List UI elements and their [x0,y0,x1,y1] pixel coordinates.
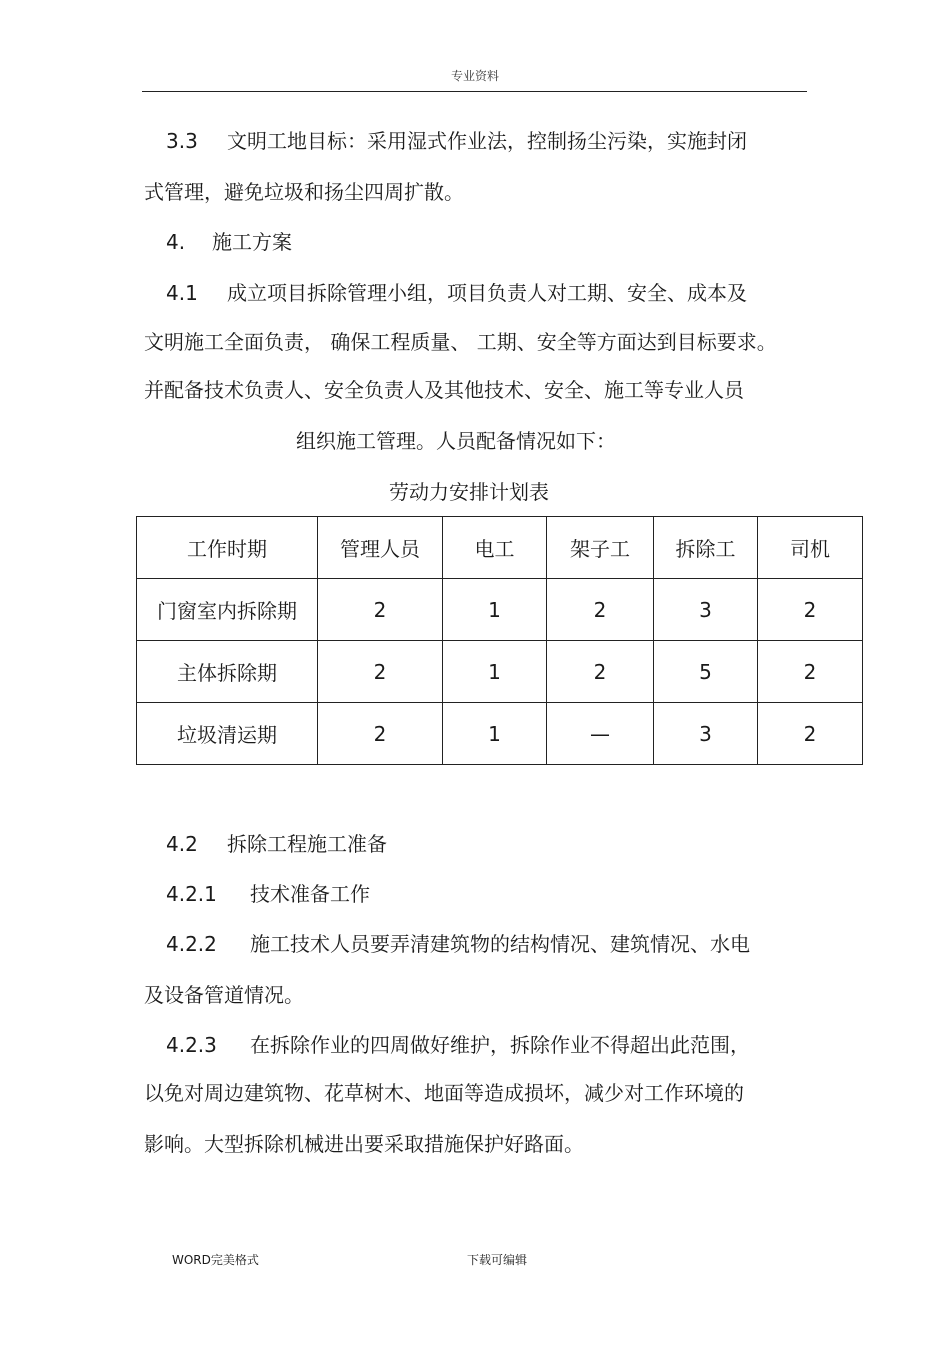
para-4-2-2-text1: 施工技术人员要弄清建筑物的结构情况、建筑情况、水电 [250,932,750,956]
para-4-1-line4: 组织施工管理。人员配备情况如下： [296,429,616,453]
table-cell: 3 [654,579,758,641]
section-4-number: 4. [166,230,186,254]
para-4-2-1-title: 技术准备工作 [250,882,370,906]
section-4-heading [166,229,292,255]
table-cell: 2 [318,703,443,765]
table-cell: — [547,703,654,765]
table-cell: 主体拆除期 [137,641,318,703]
para-4-1-text1: 成立项目拆除管理小组，项目负责人对工期、安全、成本及 [227,281,747,305]
table-caption: 劳动力安排计划表 [389,480,549,504]
para-4-2-3-line1 [166,1032,750,1058]
para-3-3-line2: 式管理，避免垃圾和扬尘四周扩散。 [144,180,464,204]
section-4-title: 施工方案 [212,230,292,254]
para-4-2-3-line2: 以免对周边建筑物、花草树木、地面等造成损坏，减少对工作环境的 [144,1081,744,1105]
table-header-cell: 拆除工 [654,517,758,579]
table-row [137,641,863,703]
table-cell: 2 [547,641,654,703]
table-header-row [137,517,863,579]
table-cell: 1 [443,641,547,703]
table-cell: 1 [443,579,547,641]
table-cell: 1 [443,703,547,765]
table-cell: 2 [758,703,863,765]
labor-table-wrapper [136,516,863,765]
para-4-2-2-number: 4.2.2 [166,932,217,956]
table-cell: 2 [758,641,863,703]
para-4-2-1-heading [166,881,370,907]
page-header: 专业资料 [450,69,499,83]
para-4-1-line1 [166,280,747,306]
para-4-1-number: 4.1 [166,281,198,305]
para-4-2-3-line3: 影响。大型拆除机械进出要采取措施保护好路面。 [144,1132,584,1156]
para-4-1-line2: 文明施工全面负责， 确保工程质量、 工期、安全等方面达到目标要求。 [144,330,777,354]
para-4-2-title: 拆除工程施工准备 [227,832,387,856]
footer-right-text: 下载可编辑 [467,1253,528,1267]
table-header-cell: 工作时期 [137,517,318,579]
table-cell: 门窗室内拆除期 [137,579,318,641]
para-3-3-text1: 文明工地目标：采用湿式作业法，控制扬尘污染，实施封闭 [227,129,747,153]
table-cell: 3 [654,703,758,765]
table-cell: 2 [758,579,863,641]
labor-table [136,516,863,765]
footer-left-text: WORD完美格式 [172,1253,259,1267]
para-4-1-line3: 并配备技术负责人、安全负责人及其他技术、安全、施工等专业人员 [144,378,744,402]
table-cell: 2 [547,579,654,641]
para-4-2-number: 4.2 [166,832,198,856]
table-header-cell: 电工 [443,517,547,579]
table-header-cell: 架子工 [547,517,654,579]
header-rule [142,91,807,92]
para-4-2-heading [166,831,387,857]
table-header-cell: 管理人员 [318,517,443,579]
para-4-2-3-number: 4.2.3 [166,1033,217,1057]
para-3-3-number: 3.3 [166,129,198,153]
para-4-2-2-line1 [166,931,750,957]
table-cell: 5 [654,641,758,703]
para-3-3-line1 [166,128,747,154]
table-row [137,579,863,641]
table-cell: 2 [318,579,443,641]
table-header-cell: 司机 [758,517,863,579]
para-4-2-3-text1: 在拆除作业的四周做好维护，拆除作业不得超出此范围， [250,1033,750,1057]
table-row [137,703,863,765]
para-4-2-2-line2: 及设备管道情况。 [144,983,304,1007]
para-4-2-1-number: 4.2.1 [166,882,217,906]
table-cell: 2 [318,641,443,703]
table-cell: 垃圾清运期 [137,703,318,765]
